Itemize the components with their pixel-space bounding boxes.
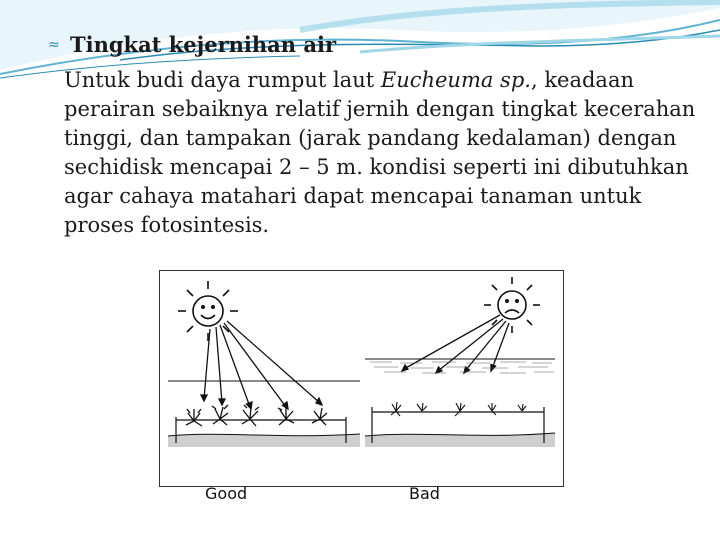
species-name: Eucheuma sp. (380, 68, 531, 92)
paragraph-part-2: , keadaan perairan sebaiknya relatif jernih dengan tingkat kecerahan tinggi, dan tampakan (jarak pandang kedalaman) dengan sechidisk mencapai 2 – 5 m. kondisi seperti ini dibutuhkan agar cahaya matahari dapat mencapai tanaman untuk proses fotosintesis. (64, 68, 696, 237)
turbid-water-hatching (370, 362, 554, 373)
slide-heading: Tingkat kejernihan air (70, 32, 337, 57)
paragraph-part-1: Untuk budi daya rumput laut (64, 68, 381, 92)
caption-good: Good (205, 484, 248, 503)
slide-paragraph (64, 66, 714, 240)
caption-bad: Bad (409, 484, 440, 503)
sad-sun-icon (484, 277, 540, 333)
light-penetration-illustration (159, 270, 564, 487)
seaweed-sparse (391, 402, 526, 416)
wave-bullet-icon: ≈ (48, 37, 60, 53)
seaweed-healthy (186, 405, 327, 426)
seabed (168, 433, 555, 447)
happy-sun-icon (178, 281, 238, 341)
good-light-rays (201, 321, 322, 409)
water-surface (168, 359, 555, 381)
heading-row (48, 30, 336, 60)
